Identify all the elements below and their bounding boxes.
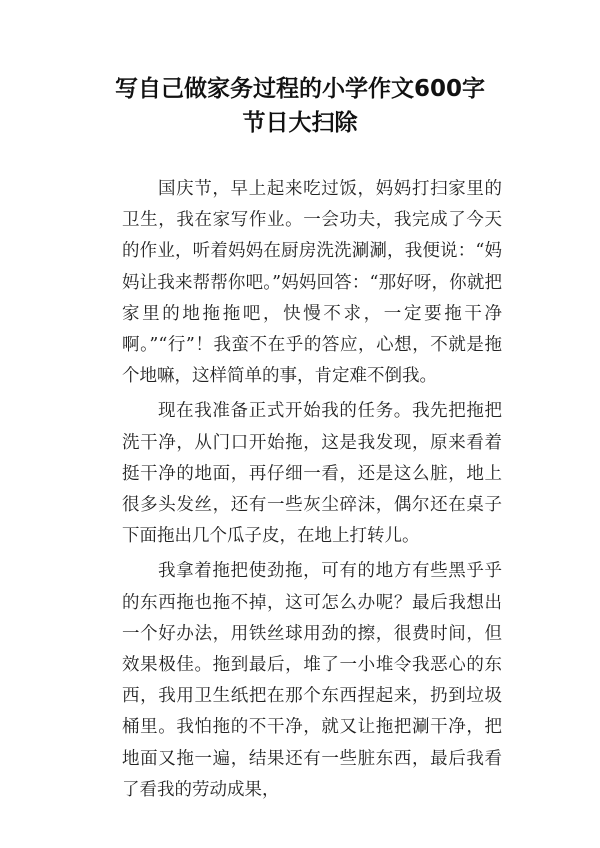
- document-title: [60, 72, 540, 140]
- paragraph-1: 国庆节，早上起来吃过饭，妈妈打扫家里的卫生，我在家写作业。一会功夫，我完成了今天的作业，听着妈妈在厨房洗洗涮涮，我便说：“妈妈让我来帮帮你吧。”妈妈回答：“那好呀，你就把家里的地拖拖吧，快慢不求，一定要拖干净啊。”“行”！我蛮不在乎的答应，心想，不就是拖个地嘛，这样简单的事，肯定难不倒我。: [122, 179, 502, 387]
- title-line-1: 写自己做家务过程的小学作文600字: [114, 76, 485, 102]
- document-body: [122, 174, 502, 806]
- title-line-2: 节日大扫除: [242, 110, 358, 136]
- paragraph-2: 现在我准备正式开始我的任务。我先把拖把洗干净，从门口开始拖，这是我发现，原来看着挺干净的地面，再仔细一看，还是这么脏，地上很多头发丝，还有一些灰尘碎沫，偶尔还在桌子下面拖出几个瓜子皮，在地上打转儿。: [122, 401, 502, 547]
- paragraph-3: 我拿着拖把使劲拖，可有的地方有些黑乎乎的东西拖也拖不掉，这可怎么办呢？最后我想出一个好办法，用铁丝球用劲的擦，很费时间，但效果极佳。拖到最后，堆了一小堆令我恶心的东西，我用卫生纸把在那个东西捏起来，扔到垃圾桶里。我怕拖的不干净，就又让拖把涮干净，把地面又拖一遍，结果还有一些脏东西，最后我看了看我的劳动成果，: [122, 561, 502, 800]
